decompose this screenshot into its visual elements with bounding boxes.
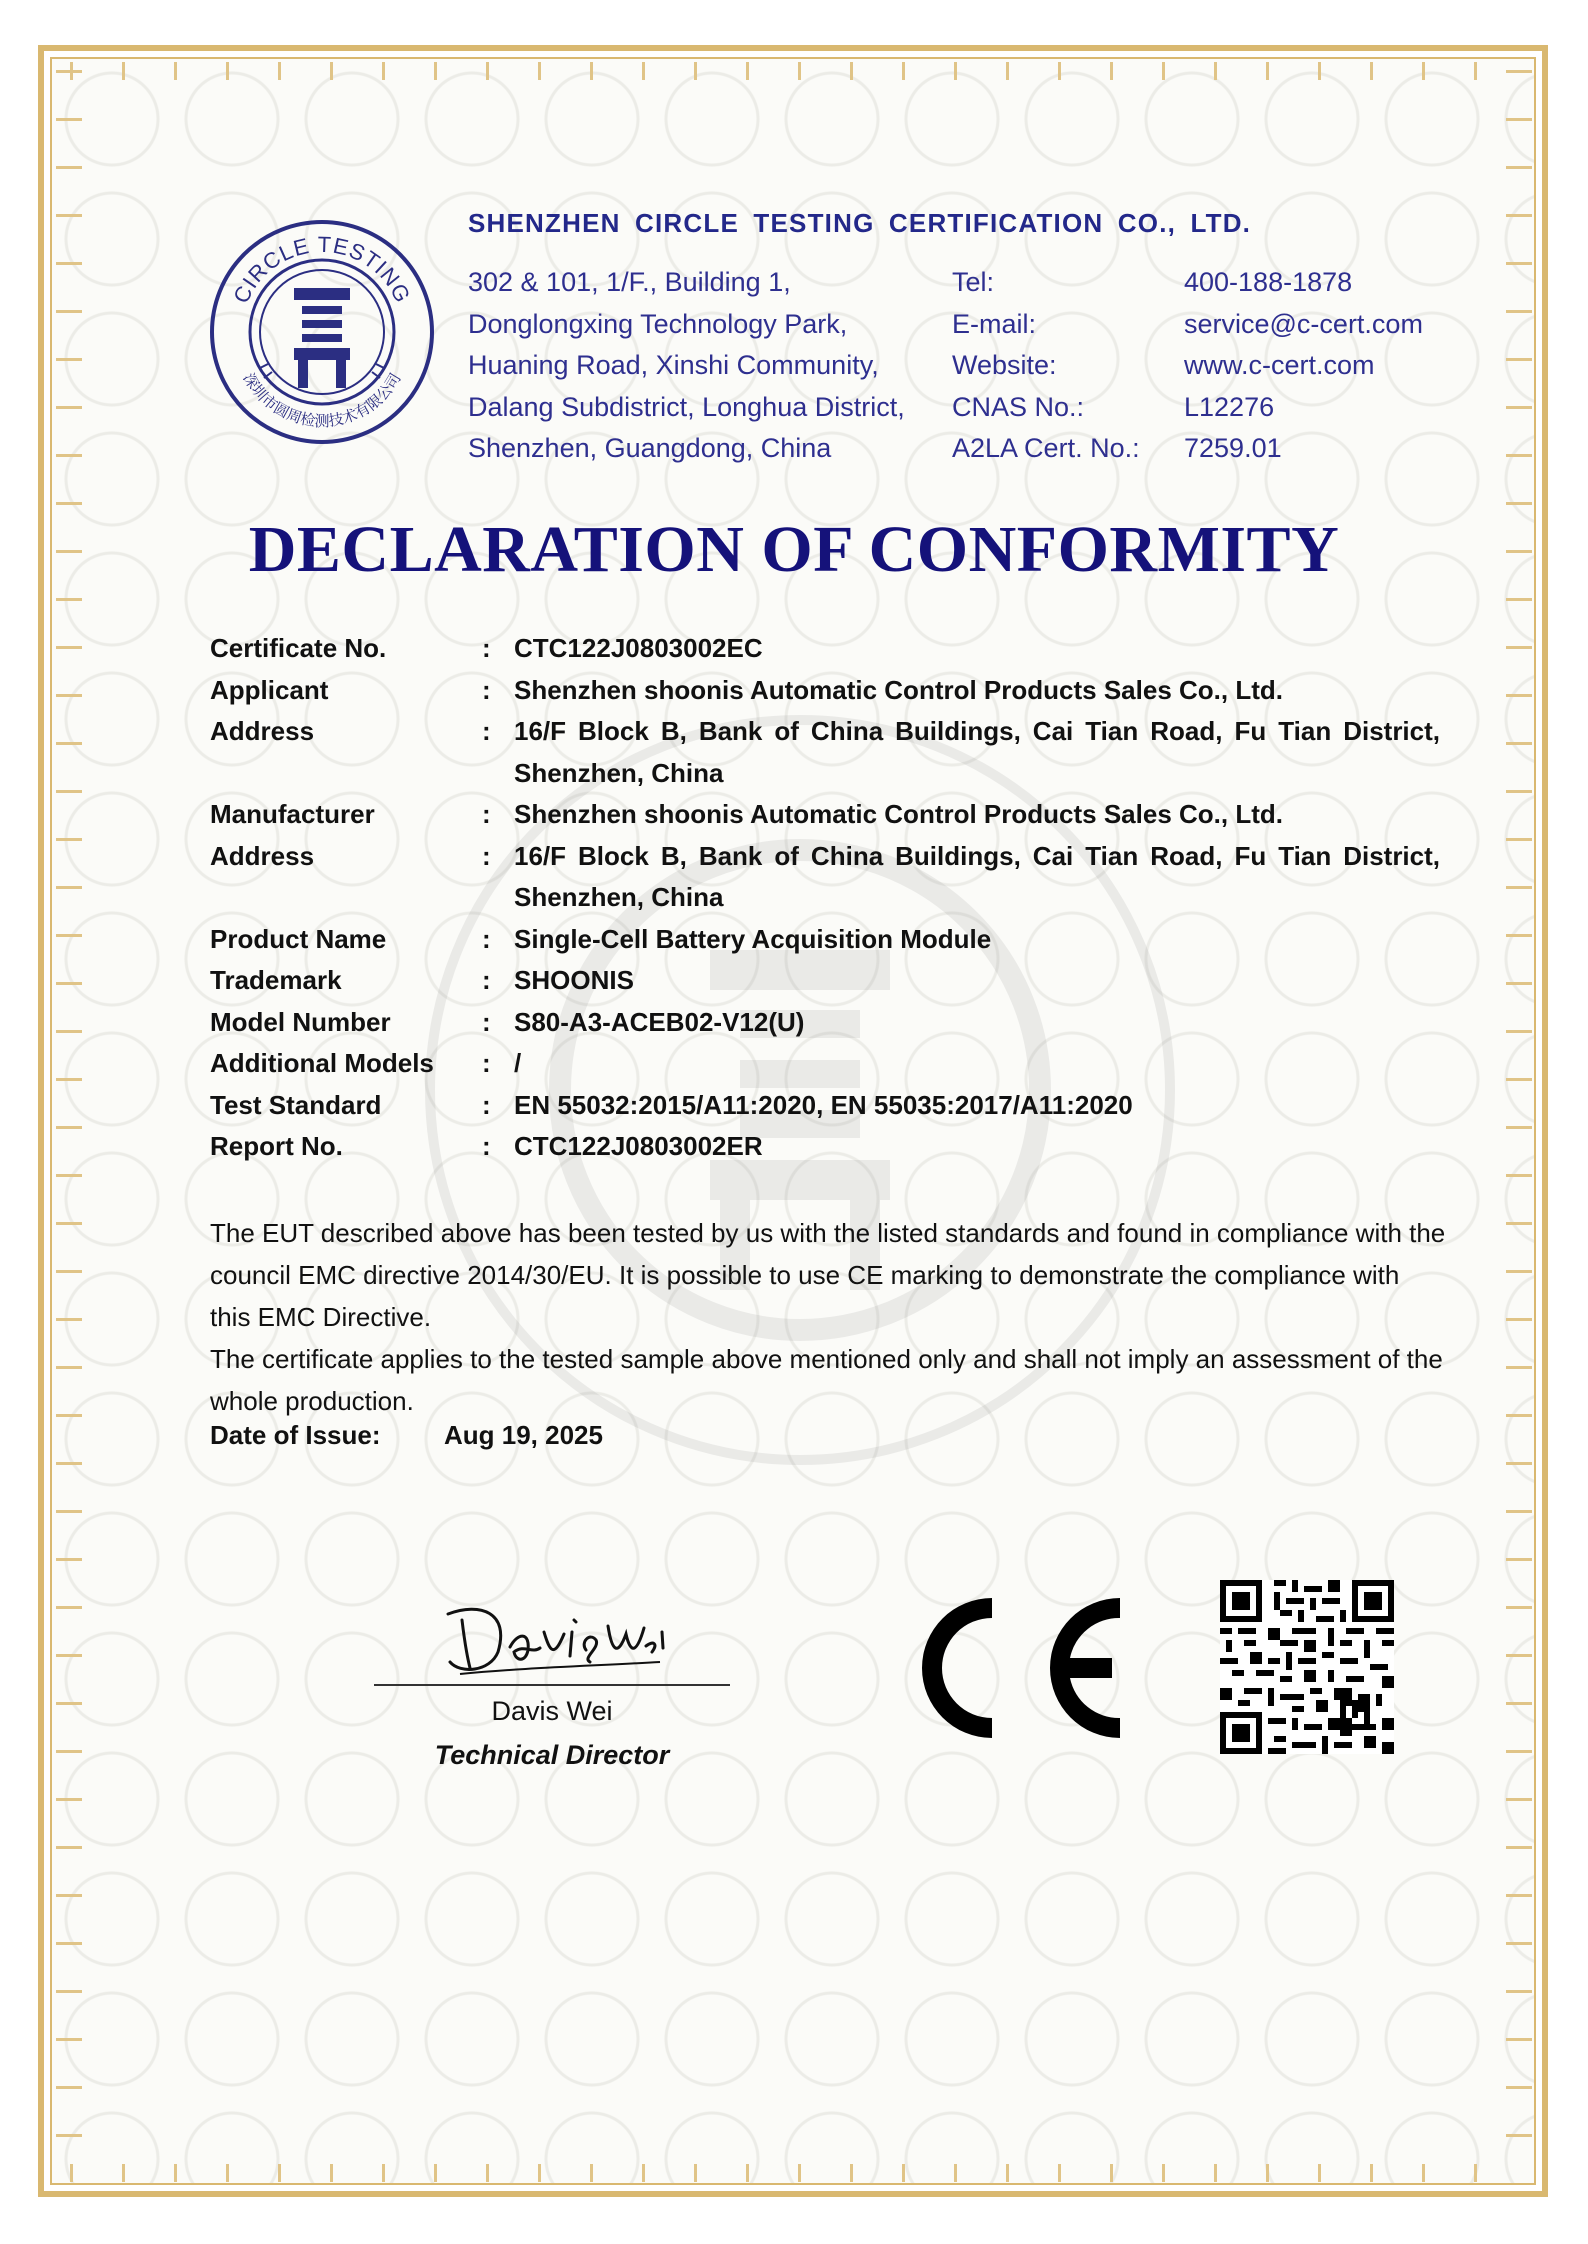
qr-code-icon [1220, 1580, 1394, 1754]
manufacturer-address-value: 16/F Block B, Bank of China Buildings, Cai Tian Road, Fu Tian District, Shenzhen, China [514, 840, 1440, 912]
issue-date: Aug 19, 2025 [444, 1420, 603, 1450]
ce-mark-icon [916, 1592, 1126, 1744]
field-row [210, 794, 1440, 836]
logo-chinese-text: 深圳市圆周检测技术有限公司 [239, 369, 405, 430]
product-name-value: Single-Cell Battery Acquisition Module [514, 923, 992, 954]
address-line: 302 & 101, 1/F., Building 1, [468, 267, 791, 297]
field-label: Model Number [210, 1006, 391, 1037]
field-separator: : [482, 840, 491, 871]
field-separator: : [482, 716, 491, 746]
field-label: Product Name [210, 923, 387, 954]
contact-values [1184, 262, 1423, 470]
address-line: Dalang Subdistrict, Longhua District, [468, 391, 905, 422]
field-row [210, 836, 1440, 919]
field-row [210, 1043, 1440, 1085]
field-separator: : [482, 923, 491, 954]
field-label: Test Standard [210, 1089, 382, 1120]
certificate-fields [210, 628, 1440, 1168]
applicant-address-value: 16/F Block B, Bank of China Buildings, Cai Tian Road, Fu Tian District, Shenzhen, China [514, 716, 1440, 788]
trademark-value: SHOONIS [514, 965, 634, 995]
contact-website: www.c-cert.com [1184, 350, 1375, 380]
document-title: DECLARATION OF CONFORMITY [248, 513, 1340, 586]
field-label: Address [210, 716, 315, 746]
contact-label: CNAS No.: [952, 391, 1085, 422]
date-of-issue [210, 1420, 603, 1451]
field-label: Applicant [210, 674, 329, 705]
field-separator: : [482, 1006, 491, 1037]
additional-models-value: / [514, 1048, 522, 1078]
field-label: Certificate No. [210, 633, 387, 663]
field-label: Report No. [210, 1131, 343, 1161]
test-standard-value: EN 55032:2015/A11:2020, EN 55035:2017/A11:2020 [514, 1089, 1133, 1120]
contact-label: Tel: [952, 267, 995, 297]
logo-arc-text: CIRCLE TESTING [228, 231, 416, 308]
issue-label: Date of Issue: [210, 1420, 381, 1450]
signature-line [374, 1684, 730, 1686]
address-line: Shenzhen, Guangdong, China [468, 433, 832, 463]
address-line: Donglongxing Technology Park, [468, 308, 848, 339]
contact-email: service@c-cert.com [1184, 308, 1423, 339]
contact-cnas: L12276 [1184, 391, 1275, 422]
circle-testing-logo-icon [208, 218, 436, 446]
field-label: Manufacturer [210, 799, 375, 829]
applicant-value: Shenzhen shoonis Automatic Control Products Sales Co., Ltd. [514, 674, 1283, 705]
field-row [210, 960, 1440, 1002]
field-row [210, 1126, 1440, 1168]
company-name: SHENZHEN CIRCLE TESTING CERTIFICATION CO., LTD. [468, 208, 1252, 238]
statement-paragraph: The EUT described above has been tested by us with the listed standards and found in compliance with the council EMC directive 2014/30/EU. It is possible to use CE marking to demonstrate the compliance with this EMC Directive. [210, 1218, 1446, 1332]
field-separator: : [482, 965, 491, 995]
field-separator: : [482, 633, 491, 663]
certificate-number: CTC122J0803002EC [514, 633, 763, 663]
field-separator: : [482, 674, 491, 705]
decorative-ticks-left [56, 70, 82, 2170]
decorative-ticks-right [1506, 70, 1532, 2170]
compliance-statement [210, 1212, 1446, 1422]
handwritten-signature [440, 1592, 670, 1682]
decorative-ticks-bottom [70, 2164, 1518, 2182]
field-separator: : [482, 1089, 491, 1120]
model-number-value: S80-A3-ACEB02-V12(U) [514, 1006, 805, 1037]
field-separator: : [482, 1131, 491, 1161]
field-label: Trademark [210, 965, 342, 995]
field-row [210, 628, 1440, 670]
field-label: Additional Models [210, 1048, 434, 1078]
field-row [210, 711, 1440, 794]
field-label: Address [210, 840, 315, 871]
signatory-name: Davis Wei [491, 1696, 613, 1726]
contact-label: E-mail: [952, 308, 1037, 339]
report-number-value: CTC122J0803002ER [514, 1131, 763, 1161]
field-separator: : [482, 1048, 491, 1078]
svg-text:深圳市圆周检测技术有限公司 [239, 370, 404, 430]
contact-tel: 400-188-1878 [1184, 267, 1353, 297]
field-row [210, 670, 1440, 712]
signatory-title: Technical Director [434, 1740, 670, 1770]
statement-paragraph: The certificate applies to the tested sample above mentioned only and shall not imply an assessment of the whole production. [210, 1344, 1443, 1416]
contact-label: Website: [952, 350, 1057, 380]
company-address [468, 262, 905, 470]
contact-label: A2LA Cert. No.: [952, 433, 1140, 463]
field-row [210, 1085, 1440, 1127]
contact-a2la: 7259.01 [1184, 433, 1282, 463]
field-separator: : [482, 799, 491, 829]
contact-labels [952, 262, 1140, 470]
decorative-ticks-top [70, 62, 1518, 80]
manufacturer-value: Shenzhen shoonis Automatic Control Products Sales Co., Ltd. [514, 799, 1283, 829]
address-line: Huaning Road, Xinshi Community, [468, 350, 879, 380]
field-row [210, 919, 1440, 961]
field-row [210, 1002, 1440, 1044]
